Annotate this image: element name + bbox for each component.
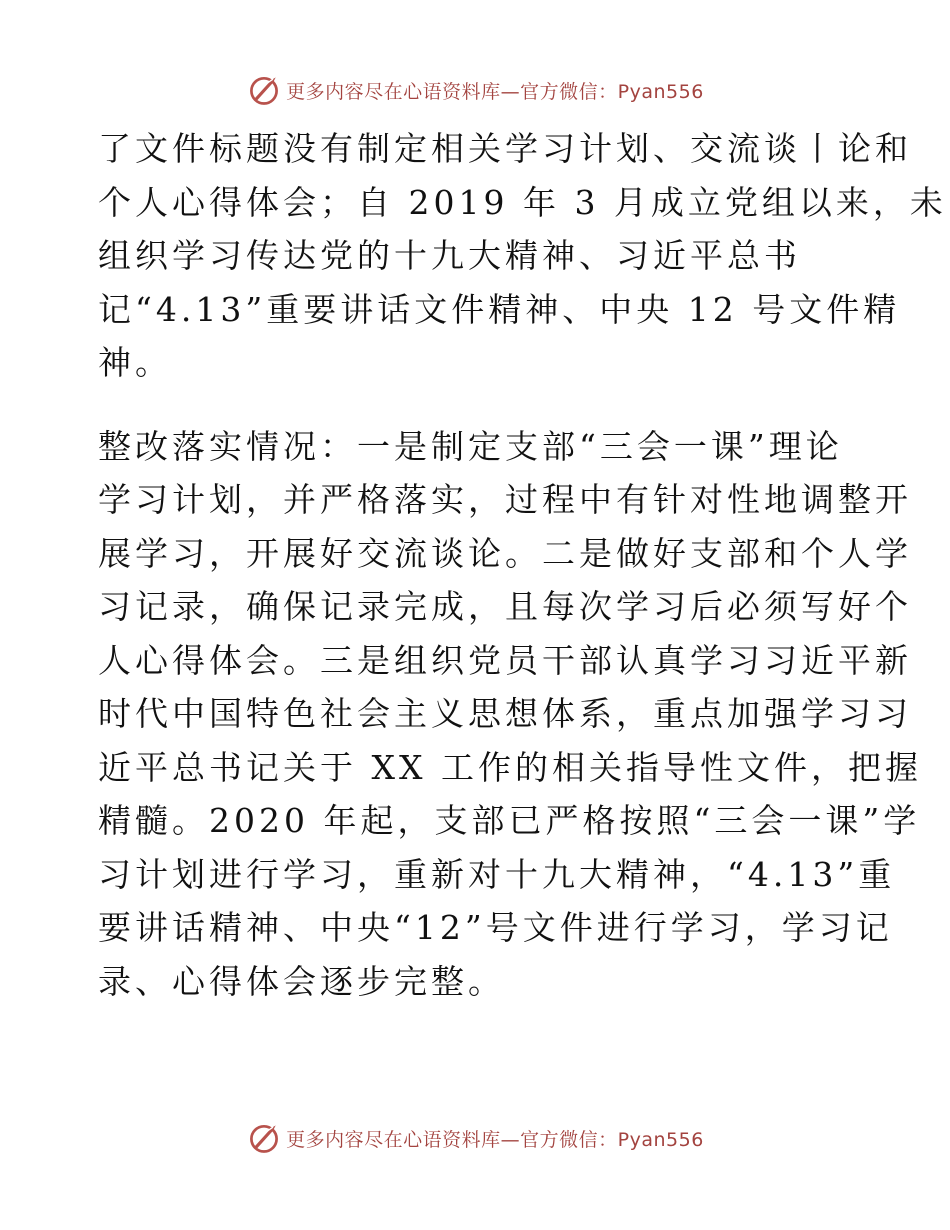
text-line: 神。 — [98, 343, 172, 382]
text-line: 习计划进行学习，重新对十九大精神，“4.13”重 — [98, 854, 896, 894]
text-line: 要讲话精神、中央“12”号文件进行学习，学习记 — [98, 908, 893, 947]
text-line: 录、心得体会逐步完整。 — [98, 961, 505, 1001]
quill-pen-logo-icon — [246, 1120, 282, 1156]
text-line: 时代中国特色社会主义思想体系，重点加强学习习 — [98, 694, 912, 733]
text-line: 整改落实情况：一是制定支部“三会一课”理论 — [98, 426, 843, 466]
text-line: 近平总书记关于 XX 工作的相关指导性文件，把握 — [98, 747, 922, 787]
text-line: 习记录，确保记录完成，且每次学习后必须写好个 — [98, 587, 912, 626]
watermark-text: 更多内容尽在心语资料库—官方微信：Pyan556 — [286, 80, 704, 103]
text-line: 学习计划，并严格落实，过程中有针对性地调整开 — [98, 480, 912, 519]
text-line: 了文件标题没有制定相关学习计划、交流谈丨论和 — [98, 129, 912, 168]
paragraph-spacer — [98, 390, 858, 420]
text-line: 记“4.13”重要讲话文件精神、中央 12 号文件精 — [98, 289, 901, 329]
paragraph — [98, 122, 947, 390]
text-line: 个人心得体会；自 2019 年 3 月成立党组以来，未 — [98, 182, 947, 222]
document-body — [98, 122, 947, 1008]
text-line: 展学习，开展好交流谈论。二是做好支部和个人学 — [98, 533, 912, 573]
watermark-footer — [0, 1118, 950, 1158]
quill-pen-logo-icon — [246, 72, 282, 108]
paragraph — [98, 420, 922, 1009]
text-line: 组织学习传达党的十九大精神、习近平总书 — [98, 236, 801, 275]
watermark-text: 更多内容尽在心语资料库—官方微信：Pyan556 — [286, 1128, 704, 1151]
text-line: 人心得体会。三是组织党员干部认真学习习近平新 — [98, 640, 912, 680]
watermark-header — [0, 70, 950, 110]
text-line: 精髓。2020 年起，支部已严格按照“三会一课”学 — [98, 801, 921, 840]
